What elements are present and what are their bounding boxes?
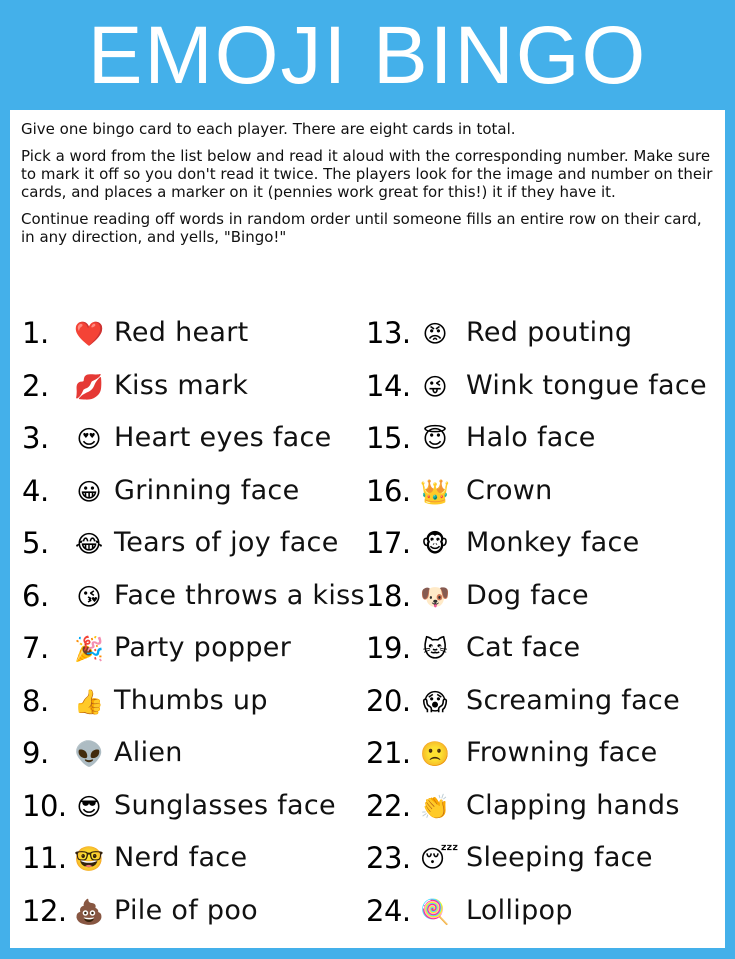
clapping-hands-icon: 👏	[420, 792, 450, 821]
sleeping-face-icon: 😴	[420, 845, 459, 873]
item-number: 1.	[22, 316, 49, 350]
party-popper-icon: 🎉	[74, 635, 104, 663]
item-number: 17.	[366, 526, 411, 560]
item-label: Sleeping face	[466, 842, 653, 873]
item-number: 15.	[366, 421, 411, 455]
item-number: 24.	[366, 893, 411, 928]
item-label: Kiss mark	[114, 369, 249, 401]
thumbs-up-icon: 👍	[74, 687, 104, 716]
item-number: 18.	[366, 578, 411, 613]
face-blowing-kiss-icon: 😘	[76, 582, 102, 611]
screaming-face-icon: 😱	[422, 687, 448, 716]
alien-icon: 👽	[74, 740, 104, 768]
item-label: Wink tongue face	[466, 369, 707, 401]
instruction-paragraph-1: Give one bingo card to each player. There are eight cards in total.	[21, 120, 516, 138]
wink-tongue-face-icon: 😜	[422, 372, 448, 401]
item-label: Tears of joy face	[114, 527, 339, 558]
item-label: Thumbs up	[114, 684, 268, 716]
instruction-card	[10, 110, 725, 948]
item-number: 8.	[22, 683, 49, 718]
item-label: Frowning face	[466, 737, 658, 768]
item-label: Clapping hands	[466, 789, 680, 821]
dog-face-icon: 🐶	[420, 582, 450, 611]
item-label: Nerd face	[114, 842, 248, 873]
item-label: Party popper	[114, 632, 292, 663]
item-label: Sunglasses face	[114, 789, 336, 821]
crown-icon: 👑	[420, 477, 450, 506]
tears-of-joy-icon: 😂	[74, 530, 104, 558]
item-number: 2.	[22, 368, 49, 403]
item-label: Dog face	[466, 579, 589, 611]
frowning-face-icon: 🙁	[420, 740, 450, 768]
pouting-face-icon: 😡	[422, 320, 448, 348]
item-label: Cat face	[466, 632, 581, 663]
item-label: Red heart	[114, 317, 249, 348]
item-number: 13.	[366, 316, 411, 350]
item-label: Crown	[466, 474, 553, 506]
item-number: 23.	[366, 841, 411, 875]
red-heart-icon: ❤️	[74, 320, 104, 348]
item-number: 4.	[22, 473, 49, 508]
pile-of-poo-icon: 💩	[74, 897, 104, 926]
kiss-mark-icon: 💋	[74, 372, 104, 401]
page-title: EMOJI BINGO	[87, 10, 648, 101]
monkey-face-icon: 🐵	[421, 530, 449, 558]
item-label: Face throws a kiss	[114, 579, 365, 611]
item-label: Pile of poo	[114, 894, 258, 926]
item-number: 12.	[22, 893, 67, 928]
item-label: Monkey face	[466, 527, 640, 558]
lollipop-icon: 🍭	[420, 897, 450, 926]
item-label: Grinning face	[114, 474, 300, 506]
item-number: 6.	[22, 578, 49, 613]
item-label: Alien	[114, 737, 183, 768]
item-number: 16.	[366, 473, 411, 508]
item-number: 9.	[22, 736, 49, 770]
grinning-face-icon: 😀	[76, 477, 102, 506]
item-number: 10.	[22, 788, 67, 823]
item-number: 22.	[366, 788, 411, 823]
sunglasses-face-icon: 😎	[76, 792, 102, 821]
instruction-paragraph-3: Continue reading off words in random order until someone fills an entire row on their card, in any direction, and yells, "Bingo!"	[21, 210, 702, 246]
item-number: 5.	[22, 526, 49, 560]
item-number: 19.	[366, 631, 411, 665]
instruction-paragraph-2: Pick a word from the list below and read it aloud with the corresponding number. Make sure to mark it off so you don't read it twice. The players look for the image and number on their cards, and places a marker on it (pennies work great for this!) it if they have it.	[21, 147, 713, 201]
halo-face-icon: 😇	[422, 425, 448, 453]
item-number: 11.	[22, 841, 67, 875]
item-number: 20.	[366, 683, 411, 718]
item-number: 14.	[366, 368, 411, 403]
nerd-face-icon: 🤓	[74, 845, 104, 873]
instructions	[21, 120, 716, 255]
item-label: Heart eyes face	[114, 422, 332, 453]
item-label: Red pouting	[466, 317, 633, 348]
item-label: Screaming face	[466, 684, 680, 716]
cat-face-icon: 🐱	[422, 635, 448, 663]
item-number: 21.	[366, 736, 411, 770]
heart-eyes-icon: 😍	[76, 425, 102, 453]
item-number: 3.	[22, 421, 49, 455]
item-label: Halo face	[466, 422, 596, 453]
item-number: 7.	[22, 631, 49, 665]
item-label: Lollipop	[466, 894, 573, 926]
